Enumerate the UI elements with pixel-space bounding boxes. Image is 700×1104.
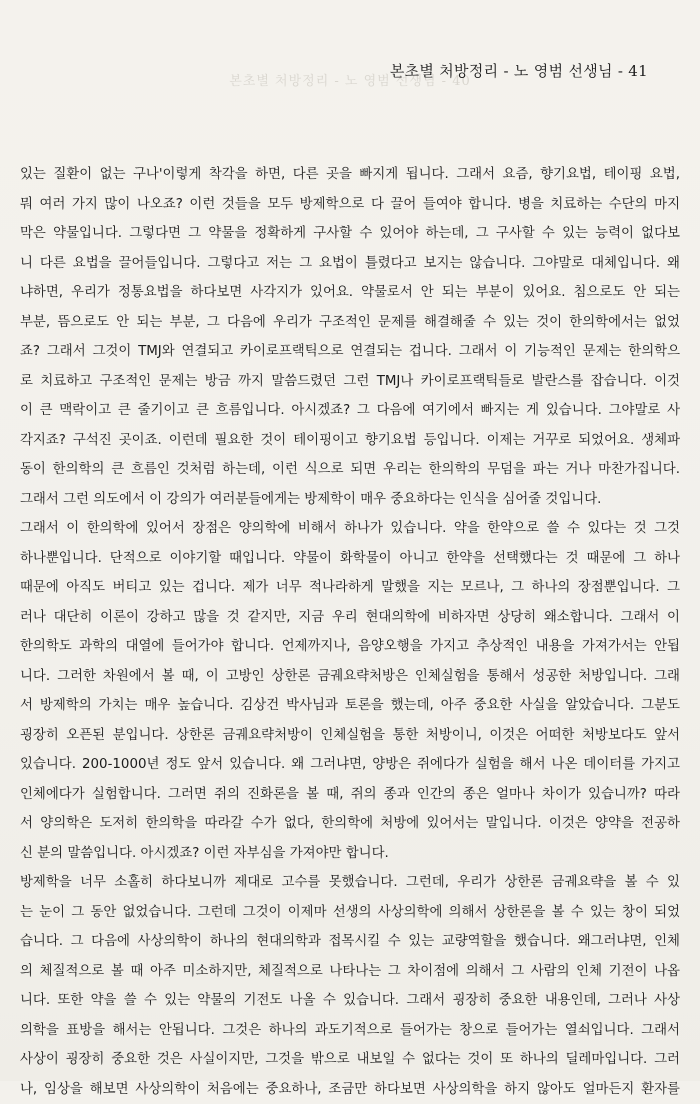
text-line: 습니다. 그 다음에 사상의학이 하나의 현대의학과 접목시킬 수 있는 교량역할을 했습니다. 왜그러냐면, 인체 (20, 927, 680, 957)
text-line: 그래서 이 한의학에 있어서 장점은 양의학에 비해서 하나가 있습니다. 약을 한약으로 쓸 수 있다는 것 그것 (20, 514, 680, 544)
body-text (20, 160, 680, 1104)
text-line: 때문에 아직도 버티고 있는 겁니다. 제가 너무 적나라하게 말했을 지는 모르나, 그 하나의 장점뿐입니다. 그 (20, 573, 680, 603)
text-line: 니다. 또한 약을 쓸 수 있는 약물의 기전도 나올 수 있습니다. 그래서 굉장히 중요한 내용인데, 그러나 사상 (20, 986, 680, 1016)
text-line: 죠? 그래서 그것이 TMJ와 연결되고 카이로프랙틱으로 연결되는 겁니다. 그래서 이 기능적인 문제는 한의학으 (20, 337, 680, 367)
paragraph-3 (20, 868, 680, 1104)
text-line: 한의학도 과학의 대열에 들어가야 합니다. 언제까지나, 음양오행을 가지고 추상적인 내용을 가져가서는 안됩 (20, 632, 680, 662)
text-line: 뭐 여러 가지 많이 나오죠? 이런 것들을 모두 방제학으로 다 끌어 들여야 합니다. 병을 치료하는 수단의 마지 (20, 190, 680, 220)
text-line: 의학을 표방을 해서는 안됩니다. 그것은 하나의 과도기적으로 들어가는 창으로 들어가는 열쇠입니다. 그래서 (20, 1016, 680, 1046)
text-line: 각지죠? 구석진 곳이죠. 이런데 필요한 것이 테이핑이고 향기요법 등입니다. 이제는 거꾸로 되었어요. 생체파 (20, 426, 680, 456)
text-line: 신 분의 말씀입니다. 아시겠죠? 이런 자부심을 가져야만 합니다. (20, 839, 680, 869)
paragraph-2 (20, 514, 680, 868)
text-line: 로 치료하고 구조적인 문제는 방금 까지 말씀드렸던 그런 TMJ나 카이로프랙틱들로 발란스를 잡습니다. 이것 (20, 367, 680, 397)
paragraph-1 (20, 160, 680, 514)
text-line: 서 양의학은 도저히 한의학을 따라갈 수가 없다, 한의학에 처방에 있어서는 말입니다. 이것은 양약을 전공하 (20, 809, 680, 839)
text-line: 인체에다가 실험합니다. 그러면 쥐의 진화론을 볼 때, 쥐의 종과 인간의 종은 얼마나 차이가 있습니까? 따라 (20, 780, 680, 810)
text-line: 막은 약물입니다. 그렇다면 그 약물을 정확하게 구사할 수 있어야 하는데, 그 구사할 수 있는 능력이 없다보 (20, 219, 680, 249)
text-line: 서 방제학의 가치는 매우 높습니다. 김상건 박사님과 토론을 했는데, 아주 중요한 사실을 알았습니다. 그분도 (20, 691, 680, 721)
text-line: 니 다른 요법을 끌어들입니다. 그렇다고 저는 그 요법이 틀렸다고 보지는 않습니다. 그야말로 대체입니다. 왜 (20, 249, 680, 279)
text-line: 방제학을 너무 소홀히 하다보니까 제대로 고수를 못했습니다. 그런데, 우리가 상한론 금궤요략을 볼 수 있 (20, 868, 680, 898)
text-line: 굉장히 오픈된 분입니다. 상한론 금궤요략처방이 인체실험을 통한 처방이니, 이것은 어떠한 처방보다도 앞서 (20, 721, 680, 751)
text-line: 러나 대단히 이론이 강하고 많을 것 같지만, 지금 우리 현대의학에 비하자면 상당히 왜소합니다. 그래서 이 (20, 603, 680, 633)
text-line: 부분, 뜸으로도 안 되는 부분, 그 다음에 우리가 구조적인 문제를 해결해줄 수 있는 것이 한의학에서는 없었 (20, 308, 680, 338)
text-line: 있는 질환이 없는 구나'이렇게 착각을 하면, 다른 곳을 빠지게 됩니다. 그래서 요즘, 향기요법, 테이핑 요법, (20, 160, 680, 190)
text-line: 니다. 그러한 차원에서 볼 때, 이 고방인 상한론 금궤요략처방은 인체실험을 통해서 성공한 처방입니다. 그래 (20, 662, 680, 692)
bleed-through-text: 본초별 처방정리 - 노 영범 선생님 - 40 (0, 70, 700, 89)
text-line: 하나뿐입니다. 단적으로 이야기할 때입니다. 약물이 화학물이 아니고 한약을 선택했다는 것 때문에 그 하나 (20, 544, 680, 574)
text-line: 냐하면, 우리가 정통요법을 하다보면 사각지가 있어요. 약물로서 안 되는 부분이 있어요. 침으로도 안 되는 (20, 278, 680, 308)
running-header: 본초별 처방정리 - 노 영범 선생님 - 41 (390, 60, 648, 81)
text-line: 나, 임상을 해보면 사상의학이 처음에는 중요하나, 조금만 하다보면 사상의학을 하지 않아도 얼마든지 환자를 (20, 1075, 680, 1104)
text-line: 는 눈이 그 동안 없었습니다. 그런데 그것이 이제마 선생의 사상의학에 의해서 상한론을 볼 수 있는 창이 되었 (20, 898, 680, 928)
text-line: 동이 한의학의 큰 흐름인 것처럼 하는데, 이런 식으로 되면 우리는 한의학의 무덤을 파는 거나 마찬가집니다. (20, 455, 680, 485)
text-line: 이 큰 맥락이고 큰 줄기이고 큰 흐름입니다. 아시겠죠? 그 다음에 여기에서 빠지는 게 있습니다. 그야말로 사 (20, 396, 680, 426)
text-line: 그래서 그런 의도에서 이 강의가 여러분들에게는 방제학이 매우 중요하다는 인식을 심어줄 것입니다. (20, 485, 680, 515)
text-line: 사상이 굉장히 중요한 것은 사실이지만, 그것을 밖으로 내보일 수 없다는 것이 또 하나의 딜레마입니다. 그러 (20, 1045, 680, 1075)
text-line: 의 체질적으로 볼 때 아주 미소하지만, 체질적으로 나타나는 그 차이점에 의해서 그 사람의 인체 기전이 나옵 (20, 957, 680, 987)
text-line: 있습니다. 200-1000년 정도 앞서 있습니다. 왜 그러냐면, 양방은 쥐에다가 실험을 해서 나온 데이터를 가지고 (20, 750, 680, 780)
